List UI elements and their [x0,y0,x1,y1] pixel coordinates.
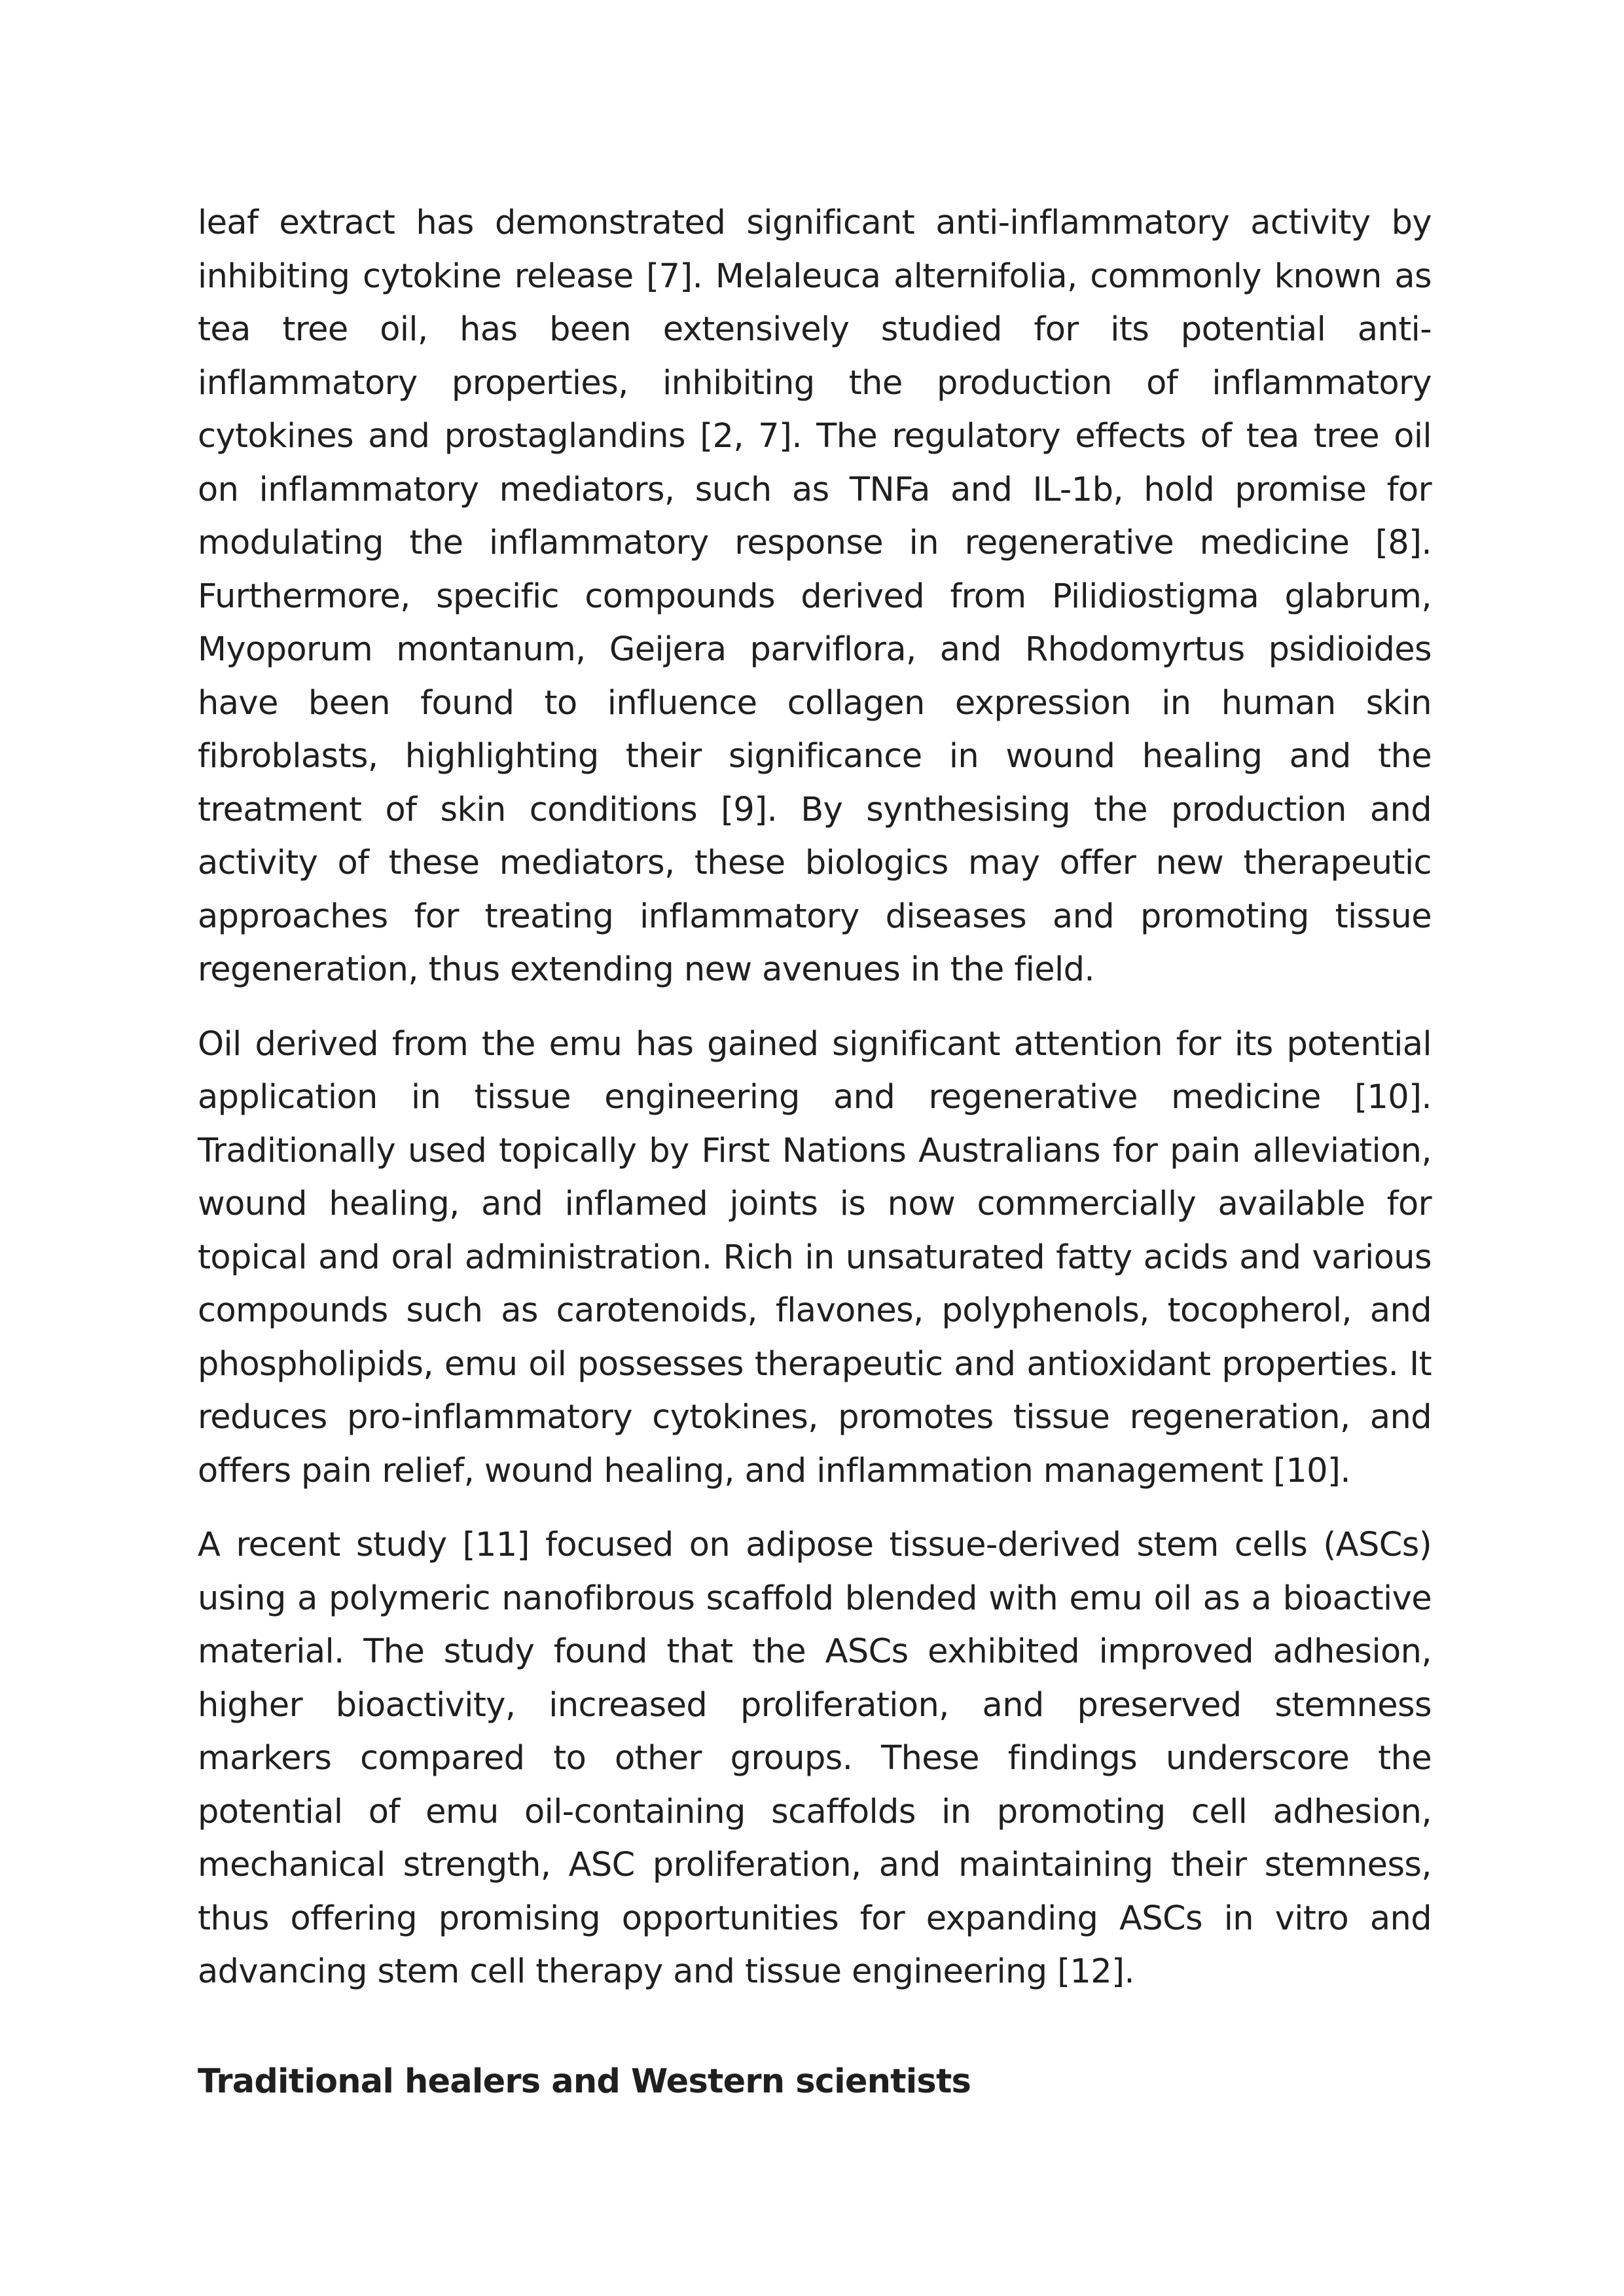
paragraph-inflammatory-biologics: leaf extract has demonstrated significant anti-inflammatory activity by inhibiting cytokine release [7]. Melaleuca alternifolia, commonly known as tea tree oil, has been extensively studied for its potential anti-inflammatory properties, inhibiting the production of inflammatory cytokines and prostaglandins [2, 7]. The regulatory effects of tea tree oil on inflammatory mediators, such as TNFa and IL-1b, hold promise for modulating the inflammatory response in regenerative medicine [8]. Furthermore, specific compounds derived from Pilidiostigma glabrum, Myoporum montanum, Geijera parviflora, and Rhodomyrtus psidioides have been found to influence collagen expression in human skin fibroblasts, highlighting their significance in wound healing and the treatment of skin conditions [9]. By synthesising the production and activity of these mediators, these biologics may offer new therapeutic approaches for treating inflammatory diseases and promoting tissue regeneration, thus extending new avenues in the field. [198,204,1432,989]
paragraph-emu-oil: Oil derived from the emu has gained significant attention for its potential application in tissue engineering and regenerative medicine [10]. Traditionally used topically by First Nations Australians for pain alleviation, wound healing, and inflamed joints is now commercially available for topical and oral administration. Rich in unsaturated fatty acids and various compounds such as carotenoids, flavones, polyphenols, tocopherol, and phospholipids, emu oil possesses therapeutic and antioxidant properties. It reduces pro-inflammatory cytokines, promotes tissue regeneration, and offers pain relief, wound healing, and inflammation management [10]. [198,1024,1432,1490]
body-text [198,196,1432,2020]
paragraph-asc-study: A recent study [11] focused on adipose tissue-derived stem cells (ASCs) using a polymeric nanofibrous scaffold blended with emu oil as a bioactive material. The study found that the ASCs exhibited improved adhesion, higher bioactivity, increased proliferation, and preserved stemness markers compared to other groups. These findings underscore the potential of emu oil-containing scaffolds in promoting cell adhesion, mechanical strength, ASC proliferation, and maintaining their stemness, thus offering promising opportunities for expanding ASCs in vitro and advancing stem cell therapy and tissue engineering [12]. [198,1526,1432,1991]
section-heading: Traditional healers and Western scientists [198,2062,971,2101]
